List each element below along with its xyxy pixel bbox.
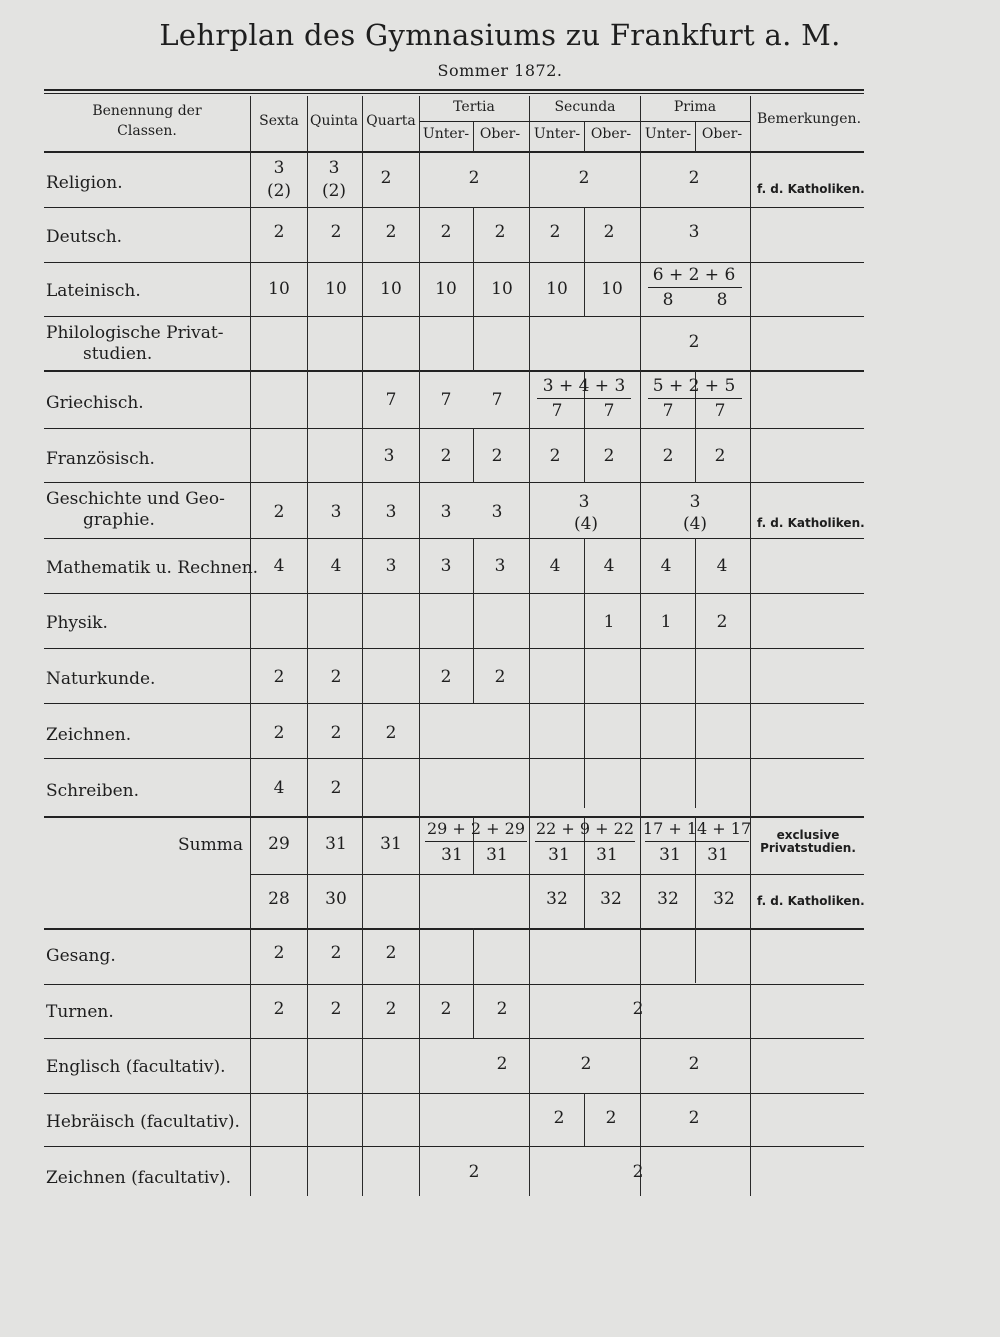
note-line: exclusive (776, 828, 840, 842)
row-rule (44, 1093, 864, 1094)
header-secunda-unter: Unter- (533, 126, 581, 142)
row-label-zeichnen-fac: Zeichnen (facultativ). (46, 1168, 231, 1188)
page-subtitle: Sommer 1872. (437, 61, 563, 80)
subcol-rule (473, 428, 474, 483)
fraction-bar (537, 398, 631, 399)
cell-value: 2 (330, 778, 342, 798)
cell-value: 2 (440, 667, 452, 687)
header-classen: Classen. (117, 123, 177, 139)
cell-value: 2 (496, 999, 508, 1019)
subcol-rule (473, 538, 474, 703)
header-quarta: Quarta (366, 113, 416, 129)
subcol-rule (695, 122, 696, 152)
note-katholiken: f. d. Katholiken. (757, 894, 865, 908)
cell-value: 3 (383, 446, 395, 466)
cell-value: 2 (603, 446, 615, 466)
cell-value: 2 (273, 502, 285, 522)
cell-value: 2 (580, 1054, 592, 1074)
row-label-religion: Religion. (46, 173, 123, 193)
row-label-line: Geschichte und Geo- (46, 489, 225, 509)
cell-value: 2 (273, 222, 285, 242)
cell-value: 3 (688, 222, 700, 242)
row-rule (44, 370, 864, 372)
subcol-rule (473, 207, 474, 371)
col-rule (750, 96, 751, 1196)
header-tertia: Tertia (453, 99, 495, 115)
cell-value: 2 (491, 446, 503, 466)
cell-value: (4) (573, 514, 599, 534)
col-rule (640, 96, 641, 1196)
cell-value: 2 (549, 222, 561, 242)
row-label-lateinisch: Lateinisch. (46, 281, 141, 301)
row-label-philologie (46, 323, 223, 365)
cell-value: 3 (494, 556, 506, 576)
cell-value: (4) (682, 514, 708, 534)
cell-value: 2 (549, 446, 561, 466)
cell-value: 2 (662, 446, 674, 466)
cell-value: 2 (273, 667, 285, 687)
fraction-numerator: 6 + 2 + 6 (652, 265, 736, 285)
row-label-physik: Physik. (46, 613, 108, 633)
cell-value: 1 (660, 612, 672, 632)
cell-value: 2 (494, 667, 506, 687)
row-rule (44, 1038, 864, 1039)
cell-value: 2 (632, 1162, 644, 1182)
row-label-mathematik: Mathematik u. Rechnen. (46, 558, 259, 578)
cell-value: 2 (385, 723, 397, 743)
cell-value: 4 (603, 556, 615, 576)
cell-value: 2 (632, 999, 644, 1019)
row-rule (44, 593, 864, 594)
cell-value: 3 (385, 502, 397, 522)
cell-value: 2 (273, 999, 285, 1019)
summa-mid-rule (250, 874, 864, 875)
row-label-line: Philologische Privat- (46, 323, 224, 343)
fraction-bar (535, 841, 635, 842)
header-benennung: Benennung der (92, 103, 202, 119)
note-katholiken: f. d. Katholiken. (757, 516, 865, 530)
cell-value: 32 (546, 889, 568, 909)
col-rule (529, 96, 530, 1196)
row-label-line: studien. (83, 344, 153, 364)
header-secunda: Secunda (554, 99, 616, 115)
group-sub-rule (419, 121, 750, 122)
cell-value: 7 (491, 390, 503, 410)
cell-value: 32 (713, 889, 735, 909)
cell-value: 10 (435, 279, 457, 299)
note-katholiken: f. d. Katholiken. (757, 182, 865, 196)
cell-value: 2 (605, 1108, 617, 1128)
row-label-turnen: Turnen. (46, 1002, 114, 1022)
cell-value: 2 (578, 168, 590, 188)
cell-value: 2 (330, 943, 342, 963)
fraction-denominator: 7 (714, 401, 726, 421)
cell-value: 3 (385, 556, 397, 576)
row-rule (44, 316, 864, 317)
row-label-englisch: Englisch (facultativ). (46, 1057, 226, 1077)
row-rule (44, 482, 864, 483)
col-rule (419, 96, 420, 1196)
cell-value: 4 (273, 556, 285, 576)
cell-value: 2 (688, 332, 700, 352)
cell-value: 10 (491, 279, 513, 299)
cell-value: 3 (440, 502, 452, 522)
fraction-denominator: 31 (548, 845, 570, 865)
cell-value: 2 (330, 723, 342, 743)
cell-value: 32 (657, 889, 679, 909)
cell-value: 2 (440, 446, 452, 466)
cell-value: 2 (440, 222, 452, 242)
row-label-schreiben: Schreiben. (46, 781, 140, 801)
row-rule (44, 428, 864, 429)
cell-value: 3 (440, 556, 452, 576)
row-rule (44, 984, 864, 985)
cell-value: 10 (268, 279, 290, 299)
cell-value: 4 (549, 556, 561, 576)
cell-value: 2 (688, 168, 700, 188)
fraction-denominator: 7 (603, 401, 615, 421)
summa-bottom-rule (44, 928, 864, 930)
cell-value: 3 (491, 502, 503, 522)
fraction-numerator: 3 + 4 + 3 (542, 376, 626, 396)
cell-value: 2 (553, 1108, 565, 1128)
subcol-rule (584, 538, 585, 808)
note-exclusive (753, 829, 863, 855)
fraction-denominator: 31 (441, 845, 463, 865)
row-rule (44, 207, 864, 208)
header-tertia-unter: Unter- (422, 126, 470, 142)
cell-value: 1 (603, 612, 615, 632)
fraction-bar (648, 398, 742, 399)
row-label-naturkunde: Naturkunde. (46, 669, 156, 689)
cell-value: 3 (578, 492, 590, 512)
fraction-denominator: 31 (707, 845, 729, 865)
header-tertia-ober: Ober- (479, 126, 521, 142)
header-prima-unter: Unter- (644, 126, 692, 142)
row-label-line: graphie. (83, 510, 155, 530)
fraction-bar (648, 287, 742, 288)
cell-value: 29 (268, 834, 290, 854)
fraction-denominator: 7 (662, 401, 674, 421)
row-label-geschichte (46, 489, 225, 531)
cell-value: 2 (494, 222, 506, 242)
subcol-rule (473, 122, 474, 152)
cell-value: 31 (325, 834, 347, 854)
col-rule (362, 96, 363, 1196)
table-top-rule-inner (44, 93, 864, 94)
cell-value: 2 (496, 1054, 508, 1074)
cell-value: 3 (689, 492, 701, 512)
cell-value: 2 (330, 667, 342, 687)
subcol-rule (473, 928, 474, 1038)
row-label-zeichnen: Zeichnen. (46, 725, 132, 745)
row-rule (44, 648, 864, 649)
cell-value: 2 (714, 446, 726, 466)
cell-value: 4 (273, 778, 285, 798)
header-bemerkungen: Bemerkungen. (756, 111, 862, 127)
cell-value: 7 (385, 390, 397, 410)
cell-value: 10 (546, 279, 568, 299)
row-rule (44, 538, 864, 539)
row-rule (44, 1146, 864, 1147)
table-top-rule (44, 89, 864, 91)
fraction-numerator: 29 + 2 + 29 (426, 819, 526, 838)
subcol-rule (695, 538, 696, 808)
row-label-summa: Summa (178, 835, 243, 855)
subcol-rule (584, 122, 585, 152)
cell-value: 4 (716, 556, 728, 576)
subcol-rule (584, 207, 585, 317)
cell-value: 4 (330, 556, 342, 576)
cell-value: 2 (688, 1108, 700, 1128)
subcol-rule (695, 928, 696, 983)
row-rule (44, 703, 864, 704)
cell-value: 31 (380, 834, 402, 854)
cell-value: 2 (716, 612, 728, 632)
cell-value: 2 (603, 222, 615, 242)
cell-value: (2) (321, 181, 347, 201)
cell-value: 2 (385, 999, 397, 1019)
cell-value: 2 (468, 168, 480, 188)
cell-value: 2 (385, 943, 397, 963)
cell-value: 10 (601, 279, 623, 299)
row-label-franzoesisch: Französisch. (46, 449, 155, 469)
header-quinta: Quinta (310, 113, 358, 129)
fraction-denominator: 31 (596, 845, 618, 865)
row-rule (44, 262, 864, 263)
cell-value: 32 (600, 889, 622, 909)
row-label-hebraeisch: Hebräisch (facultativ). (46, 1112, 240, 1132)
fraction-denominator: 8 (662, 290, 674, 310)
cell-value: 2 (330, 999, 342, 1019)
cell-value: 2 (330, 222, 342, 242)
row-label-griechisch: Griechisch. (46, 393, 144, 413)
col-rule (250, 96, 251, 1196)
fraction-denominator: 8 (716, 290, 728, 310)
cell-value: 10 (325, 279, 347, 299)
cell-value: 10 (380, 279, 402, 299)
subcol-rule (584, 1093, 585, 1146)
note-line: Privatstudien. (760, 841, 856, 855)
row-label-deutsch: Deutsch. (46, 227, 123, 247)
cell-value: 3 (328, 158, 340, 178)
fraction-numerator: 17 + 14 + 17 (642, 819, 752, 838)
cell-value: 30 (325, 889, 347, 909)
row-label-gesang: Gesang. (46, 946, 116, 966)
fraction-numerator: 22 + 9 + 22 (535, 819, 635, 838)
cell-value: (2) (266, 181, 292, 201)
fraction-denominator: 31 (486, 845, 508, 865)
cell-value: 2 (380, 168, 392, 188)
cell-value: 4 (660, 556, 672, 576)
header-prima: Prima (673, 99, 717, 115)
cell-value: 2 (440, 999, 452, 1019)
cell-value: 2 (385, 222, 397, 242)
fraction-denominator: 7 (551, 401, 563, 421)
cell-value: 2 (273, 943, 285, 963)
header-secunda-ober: Ober- (590, 126, 632, 142)
page-title: Lehrplan des Gymnasiums zu Frankfurt a. M. (159, 18, 841, 52)
summa-top-rule (44, 816, 864, 818)
col-rule (307, 96, 308, 1196)
row-rule (44, 758, 864, 759)
cell-value: 2 (273, 723, 285, 743)
cell-value: 7 (440, 390, 452, 410)
fraction-bar (645, 841, 749, 842)
cell-value: 3 (273, 158, 285, 178)
fraction-denominator: 31 (659, 845, 681, 865)
cell-value: 2 (688, 1054, 700, 1074)
header-prima-ober: Ober- (701, 126, 743, 142)
header-sexta: Sexta (259, 113, 299, 129)
cell-value: 3 (330, 502, 342, 522)
fraction-bar (425, 841, 527, 842)
cell-value: 28 (268, 889, 290, 909)
fraction-numerator: 5 + 2 + 5 (652, 376, 736, 396)
cell-value: 2 (468, 1162, 480, 1182)
header-bottom-rule (44, 151, 864, 153)
